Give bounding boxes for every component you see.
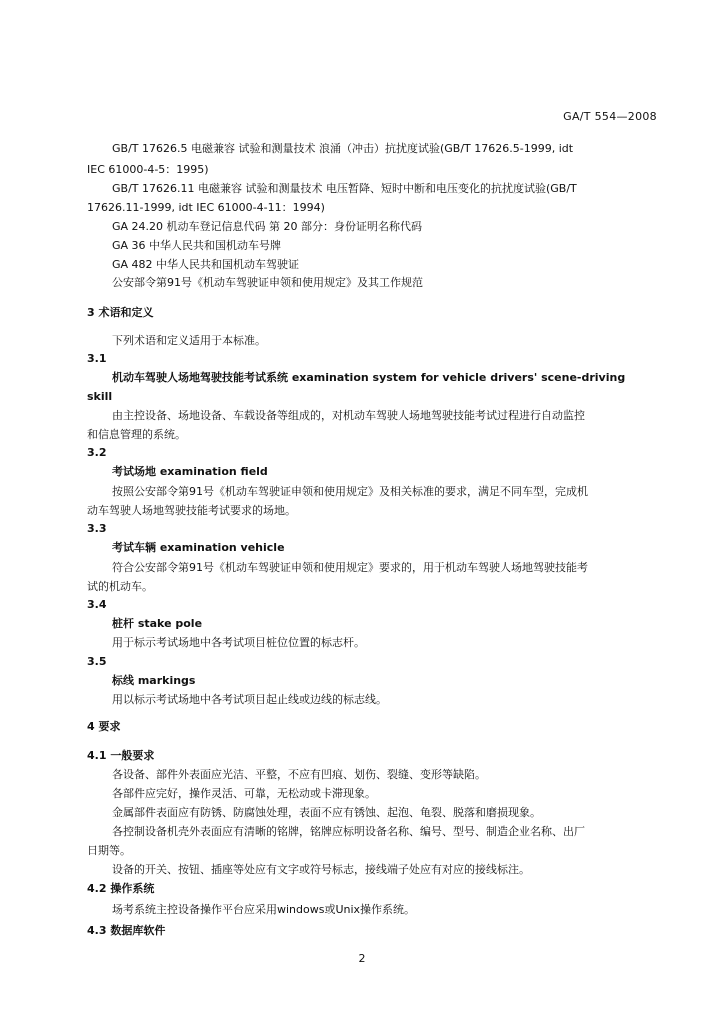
subsection-heading: 4.1 一般要求 — [87, 749, 155, 762]
term-title: 标线 markings — [112, 674, 196, 687]
term-definition: 由主控设备、场地设备、车载设备等组成的，对机动车驾驶人场地驾驶技能考试过程进行自动监控 — [112, 409, 585, 422]
term-definition: 动车驾驶人场地驾驶技能考试要求的场地。 — [87, 504, 296, 517]
term-definition: 用以标示考试场地中各考试项目起止线或边线的标志线。 — [112, 693, 387, 706]
paragraph: 各设备、部件外表面应光洁、平整，不应有凹痕、划伤、裂缝、变形等缺陷。 — [112, 768, 486, 781]
paragraph: 下列术语和定义适用于本标准。 — [112, 334, 266, 347]
subsection-heading: 4.3 数据库软件 — [87, 924, 166, 937]
term-title: 机动车驾驶人场地驾驶技能考试系统 examination system for vehicle drivers' scene-driving — [112, 371, 626, 384]
term-definition: 试的机动车。 — [87, 580, 153, 593]
subsection-heading: 4.2 操作系统 — [87, 882, 155, 895]
reference-line: GB/T 17626.5 电磁兼容 试验和测量技术 浪涌（冲击）抗扰度试验(GB/T 17626.5-1999, idt — [112, 142, 574, 155]
reference-line: 公安部令第91号《机动车驾驶证申领和使用规定》及其工作规范 — [112, 276, 423, 289]
term-title: 桩杆 stake pole — [112, 617, 203, 630]
term-title: 考试车辆 examination vehicle — [112, 541, 285, 554]
page-number: 2 — [358, 952, 366, 965]
term-title: skill — [87, 390, 113, 403]
reference-line: GB/T 17626.11 电磁兼容 试验和测量技术 电压暂降、短时中断和电压变化的抗扰度试验(GB/T — [112, 182, 577, 195]
clause-number: 3.3 — [87, 522, 107, 535]
paragraph: 各控制设备机壳外表面应有清晰的铭牌，铭牌应标明设备名称、编号、型号、制造企业名称、出厂 — [112, 825, 585, 838]
term-definition: 用于标示考试场地中各考试项目桩位位置的标志杆。 — [112, 636, 365, 649]
clause-number: 3.2 — [87, 446, 107, 459]
term-definition: 和信息管理的系统。 — [87, 428, 186, 441]
term-definition: 符合公安部令第91号《机动车驾驶证申领和使用规定》要求的，用于机动车驾驶人场地驾驶技能考 — [112, 561, 588, 574]
clause-number: 3.5 — [87, 655, 107, 668]
clause-number: 3.1 — [87, 352, 107, 365]
paragraph: 场考系统主控设备操作平台应采用windows或Unix操作系统。 — [112, 903, 416, 916]
section-heading: 4 要求 — [87, 720, 121, 733]
clause-number: 3.4 — [87, 598, 107, 611]
paragraph: 金属部件表面应有防锈、防腐蚀处理，表面不应有锈蚀、起泡、龟裂、脱落和磨损现象。 — [112, 806, 541, 819]
term-title: 考试场地 examination field — [112, 465, 268, 478]
term-definition: 按照公安部令第91号《机动车驾驶证申领和使用规定》及相关标准的要求，满足不同车型，完成机 — [112, 485, 588, 498]
reference-line: GA 482 中华人民共和国机动车驾驶证 — [112, 258, 300, 271]
standard-code-header: GA/T 554—2008 — [563, 110, 657, 123]
paragraph: 日期等。 — [87, 844, 131, 857]
paragraph: 设备的开关、按钮、插座等处应有文字或符号标志，接线端子处应有对应的接线标注。 — [112, 863, 530, 876]
reference-line: GA 36 中华人民共和国机动车号牌 — [112, 239, 282, 252]
reference-line: GA 24.20 机动车登记信息代码 第 20 部分：身份证明名称代码 — [112, 220, 423, 233]
section-heading: 3 术语和定义 — [87, 306, 154, 319]
reference-line: IEC 61000-4-5：1995) — [87, 163, 209, 176]
paragraph: 各部件应完好，操作灵活、可靠，无松动或卡滞现象。 — [112, 787, 376, 800]
reference-line: 17626.11-1999, idt IEC 61000-4-11：1994) — [87, 201, 325, 214]
